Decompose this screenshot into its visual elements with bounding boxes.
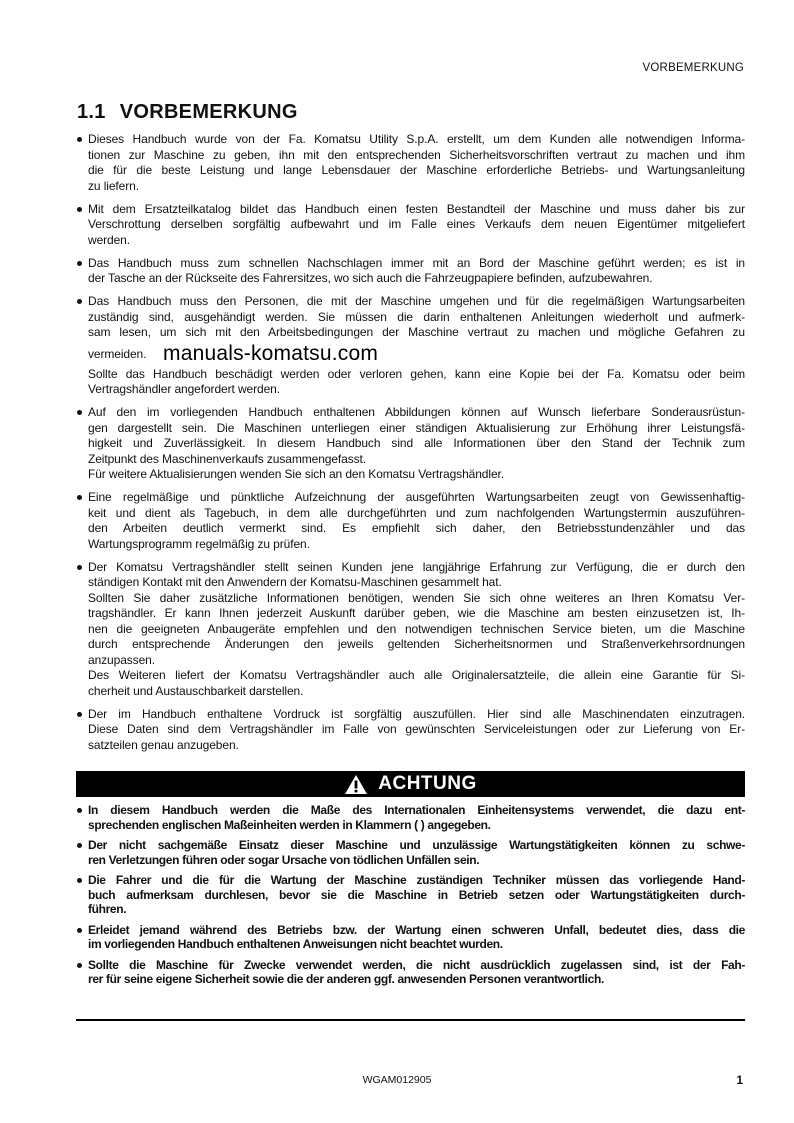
bullet-icon xyxy=(77,878,82,883)
text-line xyxy=(88,256,745,272)
text-line xyxy=(88,132,745,148)
section-title xyxy=(77,100,298,124)
warning-triangle-icon xyxy=(344,774,368,795)
list-item xyxy=(77,202,745,249)
list-item xyxy=(77,560,745,700)
text-line xyxy=(88,707,745,723)
text-line xyxy=(88,668,745,684)
text-line xyxy=(88,367,745,383)
text-line xyxy=(88,937,745,952)
text-line-content: sam lesen, um sich mit den Arbeitsbedingungen der Maschine vertraut zu machen und mögliche Gefahren zu xyxy=(88,325,745,339)
intro-list xyxy=(77,132,745,761)
text-line-content: ren Verletzungen führen oder sogar Ursache von tödlichen Unfällen sein. xyxy=(88,852,480,867)
text-line-content: zuständig sind, ausgehändigt werden. Sie müssen die darin enthaltenen Anleitungen wiederholt und aufmerk- xyxy=(88,309,745,324)
text-line xyxy=(88,202,745,218)
text-line-content: Die Fahrer und die für die Wartung der Maschine zuständigen Techniker müssen das vorliegende Hand- xyxy=(88,873,745,887)
document-code: WGAM012905 xyxy=(362,1074,432,1086)
bullet-icon xyxy=(77,299,82,304)
text-line-content: Der nicht sachgemäße Einsatz dieser Maschine und unzulässige Wartungstätigkeiten können zu schwe- xyxy=(88,838,745,852)
text-line xyxy=(88,622,745,638)
list-item xyxy=(77,923,745,952)
running-header: VORBEMERKUNG xyxy=(642,62,744,74)
text-line xyxy=(88,722,745,738)
text-line-content: cherheit und Austauschbarkeit darstellen. xyxy=(88,683,304,698)
list-item xyxy=(77,256,745,287)
text-line xyxy=(88,606,745,622)
bullet-icon xyxy=(77,808,82,813)
text-line-content: Des Weiteren liefert der Komatsu Vertragshändler auch alle Originalersatzteile, die allein eine Garantie für Si- xyxy=(88,668,745,682)
text-line xyxy=(88,521,745,537)
list-item xyxy=(77,405,745,483)
text-line xyxy=(88,233,745,249)
warning-list xyxy=(77,803,745,993)
text-line xyxy=(88,148,745,164)
text-line-content: gen dargestellt sein. Die Maschinen unterliegen einer ständigen Aktualisierung zur Erhöhung ihrer Leistungsfä- xyxy=(88,420,745,435)
text-line xyxy=(88,560,745,576)
bullet-icon xyxy=(77,137,82,142)
bullet-icon xyxy=(77,712,82,717)
text-line xyxy=(88,506,745,522)
text-line-content: Sollten Sie daher zusätzliche Informationen benötigen, wenden Sie sich ohne weiteres an Ihren Komatsu Ver- xyxy=(88,590,745,605)
text-line-content: tionen zur Maschine zu geben, ihn mit den entsprechenden Sicherheitsvorschriften vertraut zu machen und ihm xyxy=(88,147,745,162)
watermark: manuals-komatsu.com xyxy=(163,341,379,365)
text-line xyxy=(88,838,745,853)
text-line-content: Mit dem Ersatzteilkatalog bildet das Handbuch einen festen Bestandteil der Maschine und muss daher bis zur xyxy=(88,201,745,216)
text-line-content: Zeitpunkt des Maschinenverkaufs zusammengefasst. xyxy=(88,451,367,466)
list-item xyxy=(77,132,745,194)
text-line xyxy=(88,958,745,973)
text-line xyxy=(88,591,745,607)
text-line-content: In diesem Handbuch werden die Maße des Internationalen Einheitensystems verwendet, die dazu ent- xyxy=(88,803,745,817)
bullet-icon xyxy=(77,261,82,266)
text-line-content: sprechenden englischen Maßeinheiten werden in Klammern ( ) angegeben. xyxy=(88,817,491,832)
text-line xyxy=(88,888,745,903)
text-line xyxy=(88,382,745,398)
text-line xyxy=(88,684,745,700)
text-line xyxy=(88,325,745,341)
page-number: 1 xyxy=(736,1073,743,1087)
text-line-content: Wartungsprogramm regelmäßig zu prüfen. xyxy=(88,536,310,551)
text-line-content: Eine regelmäßige und pünktliche Aufzeichnung der ausgeführten Wartungsarbeiten zeugt von Gewissenhaftig- xyxy=(88,490,745,504)
text-line xyxy=(88,163,745,179)
bullet-icon xyxy=(77,963,82,968)
text-line-content: Diese Daten sind dem Vertragshändler im Falle von gewünschten Serviceleistungen oder zur Lieferung von Er- xyxy=(88,722,745,736)
text-line xyxy=(88,637,745,653)
bullet-icon xyxy=(77,207,82,212)
text-line-content: Der im Handbuch enthaltene Vordruck ist sorgfältig auszufüllen. Hier sind alle Maschinendaten einzutragen. xyxy=(88,706,745,721)
text-line-content: den Arbeiten deutlich vermerkt sind. Es empfiehlt sich daher, den Betriebsstundenzähler und das xyxy=(88,521,745,535)
text-line xyxy=(88,436,745,452)
bullet-icon xyxy=(77,565,82,570)
text-line xyxy=(88,738,745,754)
divider xyxy=(76,1019,745,1021)
text-line xyxy=(88,575,745,591)
text-line-content: Sollte die Maschine für Zwecke verwendet werden, die nicht ausdrücklich zugelassen sind, ist der Fah- xyxy=(88,957,745,972)
text-line xyxy=(88,341,745,367)
text-line xyxy=(88,818,745,833)
text-line-content: Vertragshändler angefordert werden. xyxy=(88,382,280,396)
text-line-content: vermeiden. xyxy=(88,346,147,361)
section-number: 1.1 xyxy=(77,101,106,123)
bullet-icon xyxy=(77,843,82,848)
text-line xyxy=(88,653,745,669)
list-item xyxy=(77,873,745,917)
text-line-content: der Tasche an der Rückseite des Fahrersitzes, wo sich auch die Fahrzeugpapiere befinden, aufzubewahren. xyxy=(88,271,653,285)
list-item xyxy=(77,803,745,832)
text-line xyxy=(88,923,745,938)
text-line xyxy=(88,490,745,506)
text-line-content: führen. xyxy=(88,902,127,916)
bullet-icon xyxy=(77,495,82,500)
text-line-content: Erleidet jemand während des Betriebs bzw. der Wartung einen schweren Unfall, bedeutet dies, dass die xyxy=(88,922,745,937)
text-line xyxy=(88,294,745,310)
list-item xyxy=(77,958,745,987)
text-line-content: satzteilen genau anzugeben. xyxy=(88,737,239,752)
text-line-content: Dieses Handbuch wurde von der Fa. Komatsu Utility S.p.A. erstellt, um dem Kunden alle notwendigen Informa- xyxy=(88,132,745,146)
text-line-content: ständigen Kontakt mit den Anwendern der Komatsu-Maschinen gesammelt hat. xyxy=(88,575,502,589)
text-line xyxy=(88,271,745,287)
text-line xyxy=(88,310,745,326)
text-line-content: Verschrottung derselben sorgfältig aufbewahrt und im Falle eines Verkaufs dem neuen Eigentümer mitgeliefert xyxy=(88,217,745,231)
text-line xyxy=(88,467,745,483)
text-line-content: im vorliegenden Handbuch enthaltenen Anweisungen nicht beachtet wurden. xyxy=(88,937,503,951)
text-line-content: zu liefern. xyxy=(88,178,139,193)
list-item xyxy=(77,490,745,552)
text-line-content: durch entsprechende Änderungen den jeweils geltenden Sicherheitsnormen und Straßenverkehrsordnungen xyxy=(88,637,745,651)
text-line xyxy=(88,217,745,233)
text-line-content: Das Handbuch muss den Personen, die mit der Maschine umgehen und für die regelmäßigen Wartungsarbeiten xyxy=(88,294,745,308)
text-line-content: buch aufmerksam durchlesen, bevor sie die Maschine in Betrieb setzen oder Wartungstätigkeiten durch- xyxy=(88,887,745,902)
text-line-content: Das Handbuch muss zum schnellen Nachschlagen immer mit an Bord der Maschine geführt werden; es ist in xyxy=(88,255,745,270)
text-line xyxy=(88,537,745,553)
bullet-icon xyxy=(77,410,82,415)
text-line-content: nen die geeigneten Anbaugeräte empfehlen und den notwendigen technischen Service bieten, um die Maschine xyxy=(88,621,745,636)
text-line xyxy=(88,873,745,888)
text-line-content: anzupassen. xyxy=(88,652,155,667)
text-line-content: higkeit und Zuverlässigkeit. In diesem Handbuch sind alle Informationen über den Stand der Technik zum xyxy=(88,436,745,450)
text-line-content: Der Komatsu Vertragshändler stellt seinen Kunden jene langjährige Erfahrung zur Verfügung, die er durch den xyxy=(88,559,745,574)
text-line xyxy=(88,902,745,917)
text-line xyxy=(88,405,745,421)
warning-banner xyxy=(76,771,745,797)
text-line xyxy=(88,452,745,468)
text-line xyxy=(88,972,745,987)
text-line-content: Auf den im vorliegenden Handbuch enthaltenen Abbildungen können auf Wunsch lieferbare Sonderausrüstun- xyxy=(88,405,745,419)
list-item xyxy=(77,707,745,754)
section-title-text: VORBEMERKUNG xyxy=(119,101,298,123)
text-line-content: werden. xyxy=(88,232,130,247)
text-line xyxy=(88,179,745,195)
text-line-content: keit und dient als Tagebuch, in dem alle durchgeführten und zum nachfolgenden Wartungstermin auszuführen- xyxy=(88,505,745,520)
warning-title: ACHTUNG xyxy=(378,773,477,794)
list-item xyxy=(77,838,745,867)
bullet-icon xyxy=(77,928,82,933)
text-line-content: die für die beste Leistung und lange Lebensdauer der Maschine erforderliche Betriebs- und Wartungsanleitung xyxy=(88,163,745,177)
text-line-content: Für weitere Aktualisierungen wenden Sie sich an den Komatsu Vertragshändler. xyxy=(88,467,504,481)
text-line-content: Sollte das Handbuch beschädigt werden oder verloren gehen, kann eine Kopie bei der Fa. Komatsu oder beim xyxy=(88,366,745,381)
text-line xyxy=(88,853,745,868)
text-line-content: rer für seine eigene Sicherheit sowie die der anderen ggf. anwesenden Personen verantwortlich. xyxy=(88,972,604,986)
text-line-content: tragshändler. Er kann Ihnen jederzeit Auskunft darüber geben, wie die Maschine am besten einzusetzen ist, Ih- xyxy=(88,606,745,620)
text-line xyxy=(88,421,745,437)
list-item xyxy=(77,294,745,398)
text-line xyxy=(88,803,745,818)
